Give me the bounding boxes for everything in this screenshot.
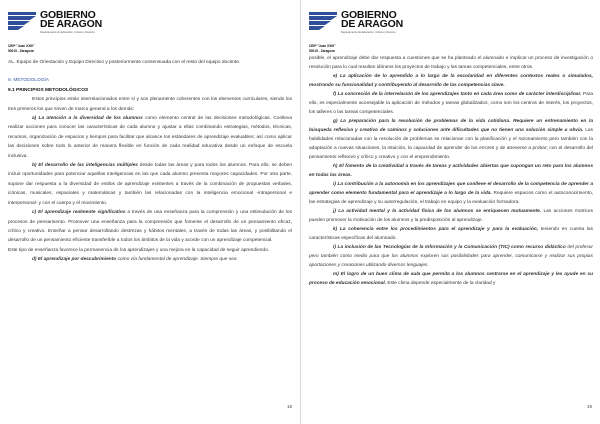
list-item: h) El fomento de la creatividad a través de tareas y actividades abiertas que supongan un reto para los alumnos en todas las áreas. — [309, 164, 593, 178]
list-item: a) La atención a la diversidad de los alumnos como elemento central de las decisiones metodológicas. Conlleva realizar acciones para conocer las características de cada alumno y ajustar a ellas combinando estrategias, métodos, técnicas, recursos, organización de espacios y tiempos para facilitar que alcance los estándares de aprendizaje evaluables; así como aplicar las decisiones sobre todo lo anterior de manera flexible en función de cada realidad educativa desde un enfoque de escuela inclusiva. — [8, 116, 292, 159]
paragraph: posible, el aprendizaje debe dar respuesta a cuestiones que se ha planteado el alumnado e implicar un proceso de investigación o resolución para lo cual resultan idóneos los proyectos de trabajo y las tareas competenciales, entre otros. — [309, 56, 593, 70]
aragon-emblem-icon — [309, 10, 339, 34]
school-name: CEIP "Juan XXIII" — [309, 44, 336, 48]
logo-subtitle: Departamento de Educación, Cultura y Deporte — [40, 31, 95, 34]
list-item: k) La coherencia entre los procedimientos para el aprendizaje y para la evaluación, teniendo en cuenta las características específicas del alumnado. — [309, 227, 593, 241]
list-item: i) La contribución a la autonomía en los aprendizajes que conlleve el desarrollo de la competencia de aprender a aprender como elemento fundamental para el aprendizaje a lo largo de la vida. Requiere espacios como el autoconocimiento, las estrategias de aprendizaje y su autorregulación, el trabajo en equipo y la evaluación formadora. — [309, 182, 593, 205]
list-item: e) La aplicación de lo aprendido a lo largo de la escolaridad en diferentes contextos reales o simulados, mostrando su funcionalidad y contribuyendo al desarrollo de las competencias clave. — [309, 74, 593, 88]
document-page-right — [300, 0, 600, 424]
school-address: 50015 - Zaragoza — [309, 49, 335, 53]
aragon-emblem-icon — [8, 10, 38, 34]
page-body — [309, 54, 593, 288]
school-address: 50015 - Zaragoza — [8, 49, 34, 53]
gobierno-aragon-logo — [8, 10, 108, 38]
list-item: l) La inclusión de las Tecnologías de la Información y la Comunicación (TIC) como recurso didáctico del profesor pero también como medio para que los alumnos exploren sus posibilidades para aprender, comunicarse y realizar sus propias aportaciones y creaciones utilizando diversos lenguajes. — [309, 245, 593, 268]
gobierno-aragon-logo — [309, 10, 409, 38]
paragraph: Este tipo de enseñanza favorece la permanencia de los aprendizajes y una mejora en la capacidad de seguir aprendiendo. — [8, 247, 270, 253]
list-item: f) La concreción de la interrelación de los aprendizajes tanto en cada área como de carácter interdisciplinar. Para ello, es especialmente aconsejable la aplicación de métodos y tareas globalizados, como son los centros de interés, los proyectos, los talleres o las tareas competenciales. — [309, 92, 594, 115]
list-item: j) La actividad mental y la actividad física de los alumnos se enriquecen mutuamente. Las acciones motrices pueden promover la motivación de los alumnos y la predisposición al aprendizaje. — [309, 209, 593, 223]
list-item: g) La preparación para la resolución de problemas de la vida cotidiana. Requiere un entrenamiento en la búsqueda reflexiva y creativa de caminos y soluciones ante dificultades que no tienen una solución simple u obvia. Las habilidades relacionadas con la resolución de problemas se relacionan con la planificación y el razonamiento pero también con la adaptación a nuevas situaciones, la intuición, la capacidad de aprender de los errores y de atreverse a probar; con el desarrollo del pensamiento reflexivo y crítico y creativo y con el emprendimiento. — [309, 119, 593, 160]
page-body — [8, 58, 292, 265]
logo-subtitle: Departamento de Educación, Cultura y Deporte — [341, 31, 396, 34]
subsection-title: 9.1 PRINCIPIOS METODOLÓGICOS — [8, 87, 89, 93]
page-number: 19 — [586, 404, 592, 409]
section-title: 9. METODOLOGÍA — [8, 78, 49, 84]
school-name: CEIP "Juan XXIII" — [8, 44, 35, 48]
list-item: b) El desarrollo de las inteligencias múltiples desde todas las áreas y para todos los alumnos. Para ello, se deben incluir oportunidades para potenciar aquellas inteligencias en las que cada alumno presenta mayores capacidades. Por otra parte, supone dar respuesta a la diversidad de estilos de aprendizaje existentes a través de la combinación de propuestas verbales, icónicas, musicales, espaciales y matemáticas y también las relacionadas con la inteligencia emocional -intrapersonal e interpersonal- y con el cuerpo y el movimiento. — [8, 163, 292, 206]
logo-title: GOBIERNO DE ARAGON — [40, 9, 102, 30]
list-item: d) El aprendizaje por descubrimiento como vía fundamental de aprendizaje. Siempre que sea — [32, 257, 237, 263]
paragraph: Estos principios están interrelacionados entre sí y son plenamente coherentes con los elementos curriculares, siendo los tres primeros los que sirven de marco general a los demás: — [8, 97, 292, 112]
logo-title: GOBIERNO DE ARAGON — [341, 9, 403, 30]
page-number: 18 — [286, 404, 292, 409]
paragraph: AL. Equipo de Orientación y Equipo Directivo y posteriormente consensuada con el resto del equipo docente. — [8, 60, 241, 65]
list-item: c) El aprendizaje realmente significativo a través de una enseñanza para la comprensión y una estimulación de los procesos de pensamiento. Promover una enseñanza para la comprensión que fomente el desarrollo de un pensamiento eficaz, crítico y creativo. Enseñar a pensar desarrollando destrezas y hábitos mentales, a través de todas las áreas, y posibilitando el desarrollo de un pensamiento eficiente transferible a todos los ámbitos de la vida y acorde con un aprendizaje competencial. — [8, 210, 292, 244]
list-item: m) El logro de un buen clima de aula que permita a los alumnos centrarse en el aprendizaje y les ayude en su proceso de educación emocional. Este clima depende especialmente de la claridad y — [309, 272, 593, 286]
